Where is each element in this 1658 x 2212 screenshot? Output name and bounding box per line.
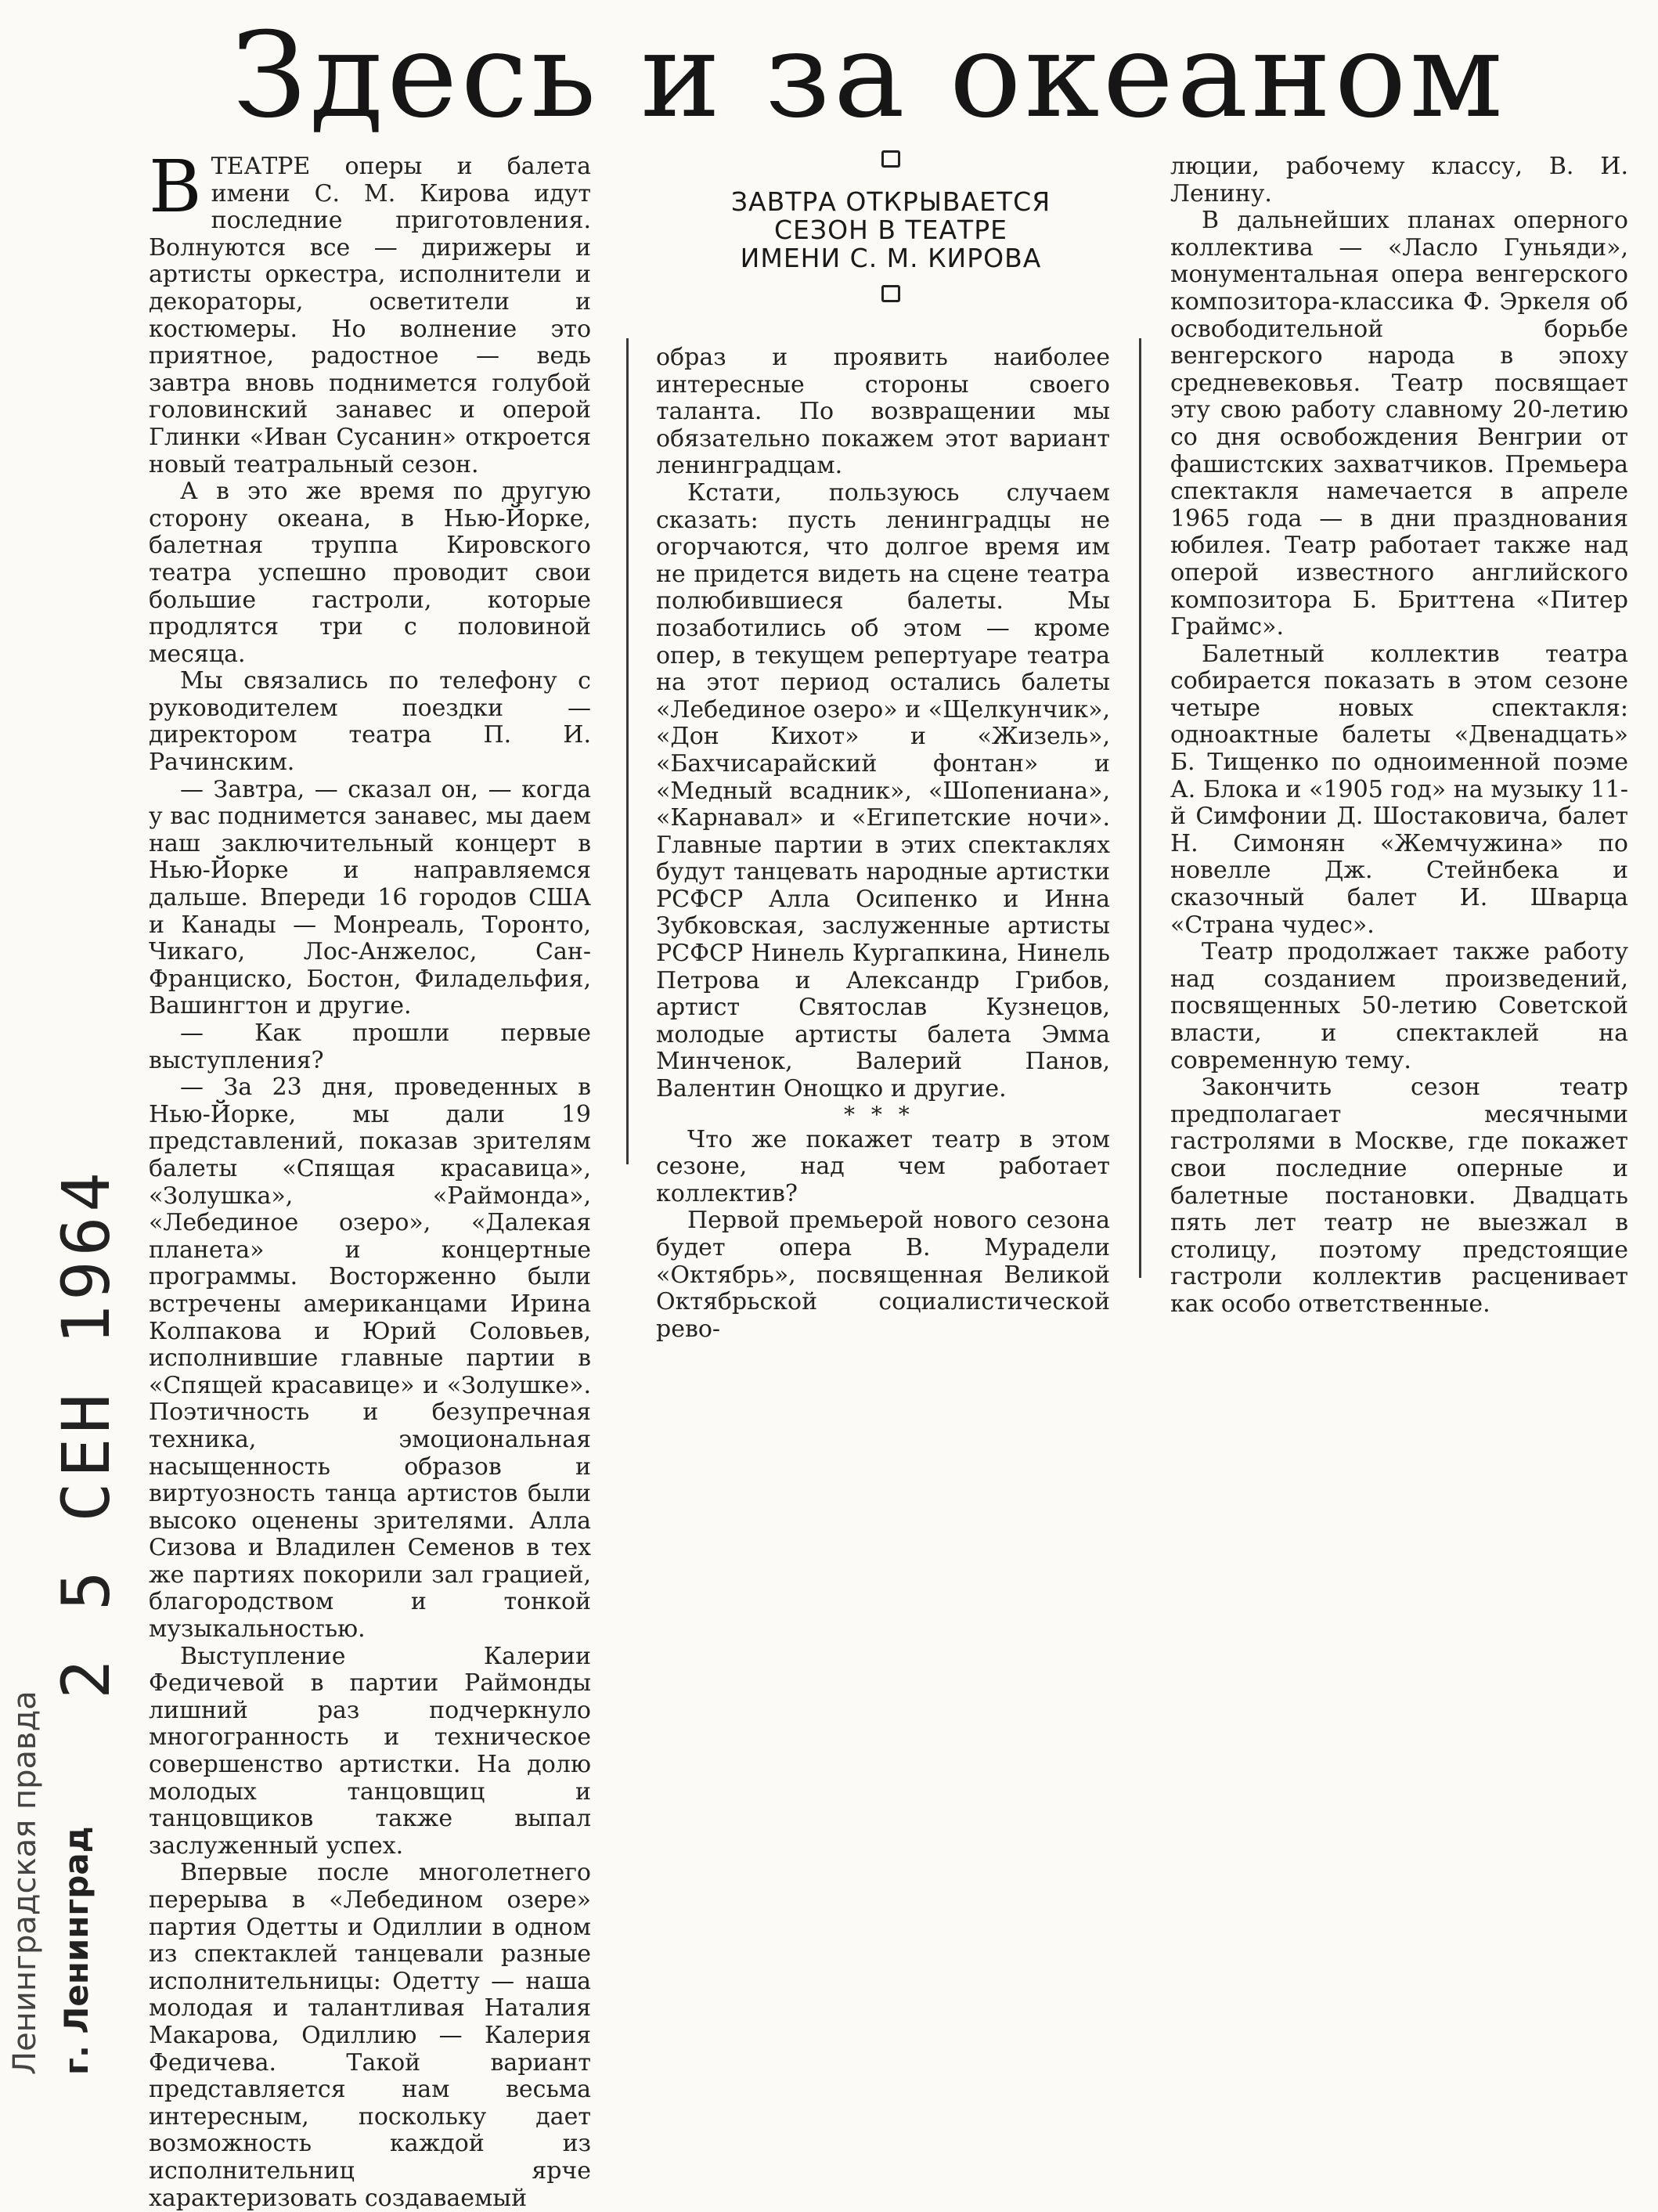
article-column-2 [656, 345, 1110, 1343]
source-stamp: Ленинградская правда [7, 1691, 43, 2075]
article-headline: Здесь и за океаном [232, 8, 1506, 144]
article-column-3 [1170, 153, 1628, 1319]
city-stamp: г. Ленинград [57, 1826, 96, 2075]
drop-cap: В [149, 145, 202, 229]
subhead-line: ИМЕНИ С. М. КИРОВА [740, 243, 1042, 273]
article-column-1 [149, 145, 591, 2212]
column-rule [626, 338, 629, 1164]
subhead-line: СЕЗОН В ТЕАТРЕ [774, 215, 1007, 245]
date-stamp: 2 5 СЕН 1964 [48, 1167, 124, 1699]
article-paragraph: Выступление Калерии Федичевой в партии Раймонды лишний раз подчеркнуло многогранность и техническое совершенство артистки. На долю молодых танцовщиц и танцовщиков также выпал заслуженный успех. [149, 1642, 591, 1860]
article-paragraph: Кстати, пользуюсь случаем сказать: пусть ленинградцы не огорчаются, что долгое время им не придется видеть на сцене театра полюбившиеся балеты. Мы позаботились об этом — кроме опер, в текущем репертуаре театра на этот период остались балеты «Лебединое озеро» и «Щелкунчик», «Дон Кихот» и «Жизель», «Бахчисарайский фонтан» и «Медный всадник», «Шопениана», «Карнавал» и «Египетские ночи». Главные партии в этих спектаклях будут танцевать народные артистки РСФСР Алла Осипенко и Инна Зубковская, заслуженные артисты РСФСР Нинель Кургапкина, Нинель Петрова и Александр Грибов, артист Святослав Кузнецов, молодые артисты балета Эмма Минченок, Валерий Панов, Валентин Онощко и другие. [656, 478, 1110, 1103]
column-rule [1139, 338, 1141, 1278]
section-separator: * * * [844, 1101, 914, 1128]
square-ornament-icon [881, 150, 900, 168]
article-paragraph: Мы связались по телефону с руководителем поездки — директором театра П. И. Рачинским. [149, 667, 591, 777]
article-paragraph: — Как прошли первые выступления? [149, 1019, 591, 1074]
paragraph-text: ТЕАТРЕ оперы и балета имени С. М. Кирова идут последние приготовления. Волнуются все — дирижеры и артисты оркестра, исполнители и декораторы, осветители и костюмеры. Но волнение это приятное, радостное — ведь завтра вновь поднимется голубой головинский занавес и оперой Глинки «Иван Сусанин» откроется новый театральный сезон. [149, 153, 591, 478]
article-paragraph: Балетный коллектив театра собирается показать в этом сезоне четыре новых спектакля: одноактные балеты «Двенадцать» Б. Тищенко по одноименной поэме А. Блока и «1905 год» на музыку 11-й Симфонии Д. Шостаковича, балет Н. Симонян «Жемчужина» по новелле Дж. Стейнбека и сказочный балет И. Шварца «Страна чудес». [1170, 640, 1628, 939]
article-paragraph: люции, рабочему классу, В. И. Ленину. [1170, 153, 1628, 207]
subhead-block [672, 150, 1110, 305]
article-paragraph: Закончить сезон театр предполагает месячными гастролями в Москве, где покажет свои последние оперные и балетные постановки. Двадцать пять лет театр не выезжал в столицу, поэтому предстоящие гастроли коллектив расценивает как особо ответственные. [1170, 1074, 1628, 1318]
square-ornament-icon [881, 285, 900, 302]
subhead-line: ЗАВТРА ОТКРЫВАЕТСЯ [730, 186, 1051, 217]
article-paragraph: В дальнейших планах оперного коллектива — «Ласло Гуньяди», монументальная опера венгерского композитора-классика Ф. Эркеля об освободительной борьбе венгерского народа в эпоху средневековья. Театр посвящает эту свою работу славному 20-летию со дня освобождения Венгрии от фашистских захватчиков. Премьера спектакля намечается в апреле 1965 года — в дни празднования юбилея. Театр работает также над оперой известного английского композитора Б. Бриттена «Питер Граймс». [1170, 207, 1628, 641]
article-paragraph: Впервые после многолетнего перерыва в «Лебедином озере» партия Одетты и Одиллии в одном из спектаклей танцевали разные исполнительницы: Одетту — наша молодая и талантливая Наталия Макарова, Одиллию — Калерия Федичева. Такой вариант представляется нам весьма интересным, поскольку дает возможность каждой из исполнительниц ярче характеризовать создаваемый [149, 1859, 591, 2212]
article-paragraph: Что же покажет театр в этом сезоне, над чем работает коллектив? [656, 1125, 1110, 1207]
article-paragraph: А в это же время по другую сторону океана, в Нью-Йорке, балетная труппа Кировского театра успешно проводит свои большие гастроли, которые продлятся три с половиной месяца. [149, 478, 591, 668]
article-paragraph: — Завтра, — сказал он, — когда у вас поднимется занавес, мы даем наш заключительный концерт в Нью-Йорке и направляемся дальше. Впереди 16 городов США и Канады — Монреаль, Торонто, Чикаго, Лос-Анжелос, Сан-Франциско, Бостон, Филадельфия, Вашингтон и другие. [149, 775, 591, 1020]
article-paragraph: Первой премьерой нового сезона будет опера В. Мурадели «Октябрь», посвященная Великой Октябрьской социалистической рево- [656, 1207, 1110, 1343]
article-paragraph: образ и проявить наиболее интересные стороны своего таланта. По возвращении мы обязательно покажем этот вариант ленинградцам. [656, 344, 1110, 480]
article-paragraph [149, 145, 591, 478]
article-paragraph: — За 23 дня, проведенных в Нью-Йорке, мы дали 19 представлений, показав зрителям балеты «Спящая красавица», «Золушка», «Раймонда», «Лебединое озеро», «Далекая планета» и концертные программы. Восторженно были встречены американцами Ирина Колпакова и Юрий Соловьев, исполнившие главные партии в «Спящей красавице» и «Золушке». Поэтичность и безупречная техника, эмоциональная насыщенность образов и виртуозность танца артистов были высоко оценены зрителями. Алла Сизова и Владилен Семенов в тех же партиях покорили зал грацией, благородством и тонкой музыкальностью. [149, 1074, 591, 1644]
article-paragraph: Театр продолжает также работу над созданием произведений, посвященных 50-летию Советской власти, и спектаклей на современную тему. [1170, 938, 1628, 1074]
